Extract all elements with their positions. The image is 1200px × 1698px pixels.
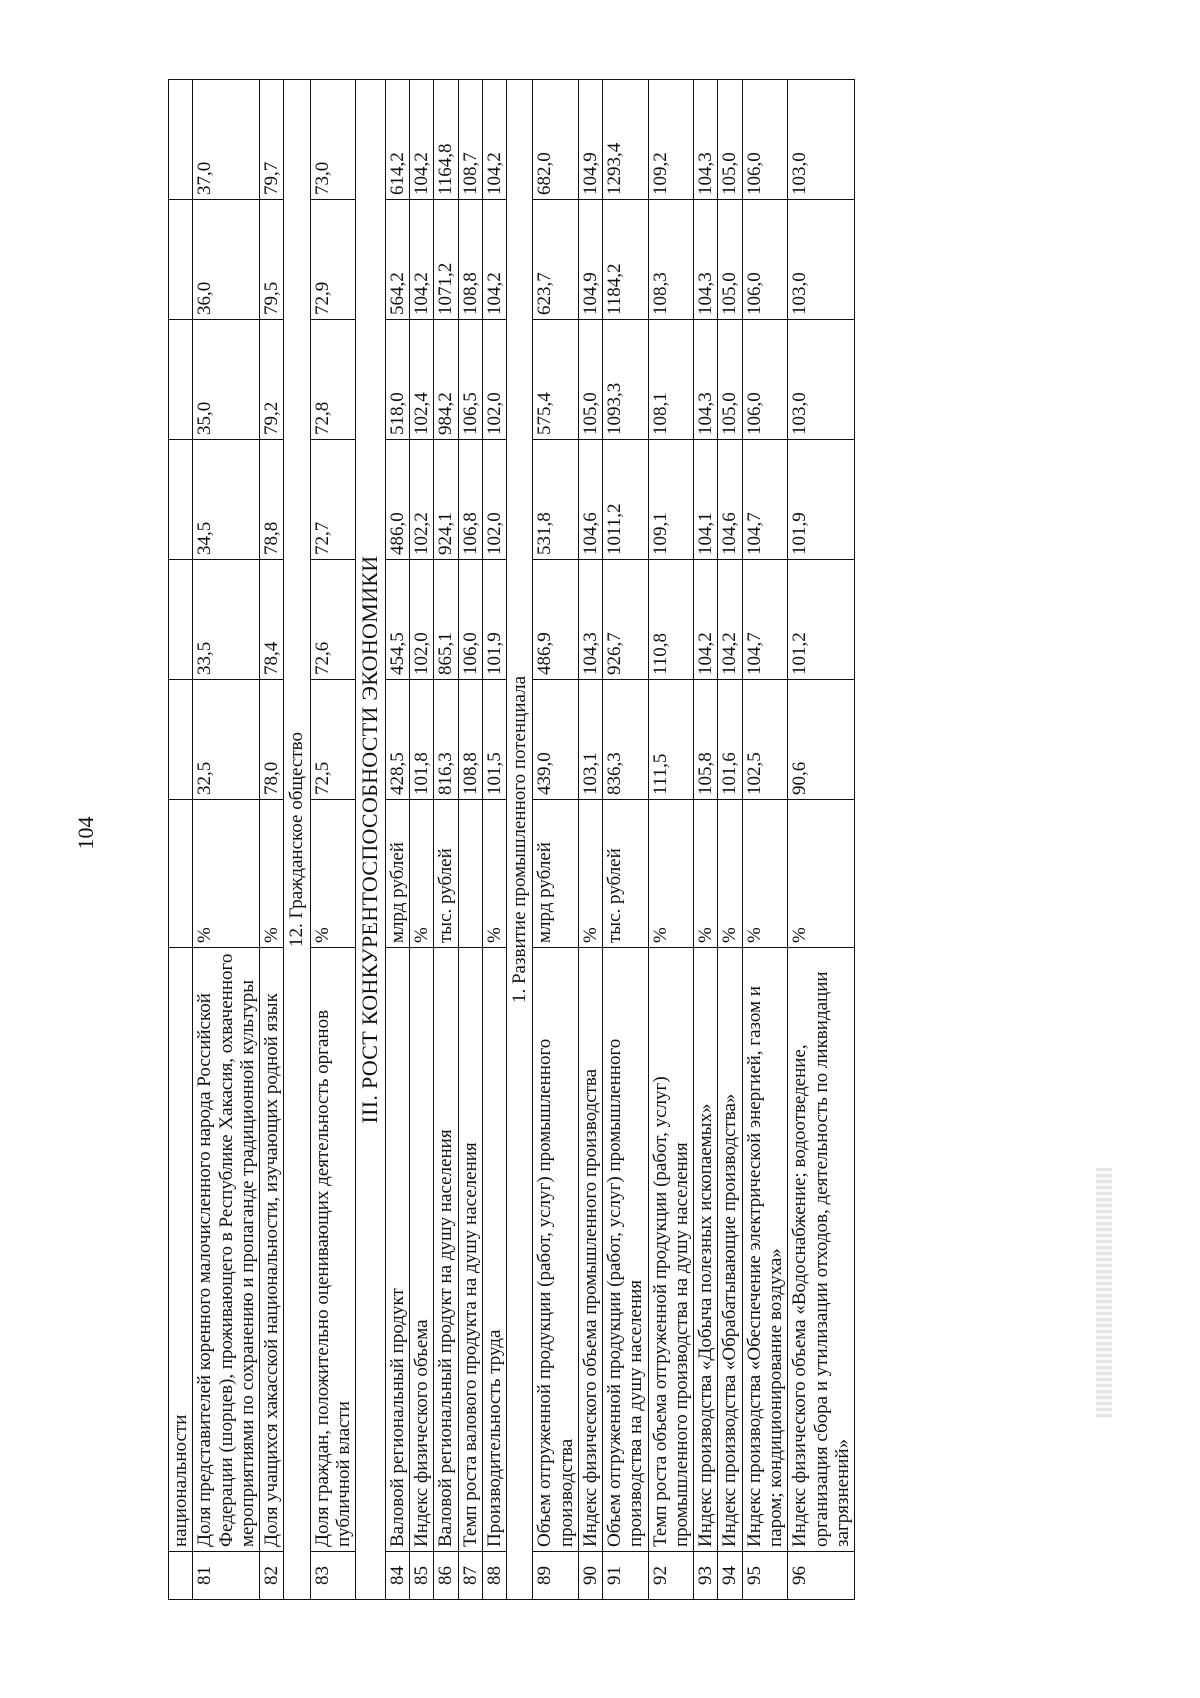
value-cell: 682,0 — [533, 80, 579, 200]
value-cell: 104,7 — [742, 440, 788, 560]
unit-of-measure: тыс. рублей — [603, 800, 649, 948]
value-cell: 34,5 — [193, 440, 260, 560]
value-cell: 101,2 — [788, 560, 855, 680]
value-cell: 79,5 — [260, 200, 284, 320]
value-cell: 109,2 — [648, 80, 694, 200]
table-row — [260, 80, 284, 1600]
value-cell: 101,8 — [410, 680, 434, 800]
value-cell: 428,5 — [385, 680, 409, 800]
table-row — [788, 80, 855, 1600]
unit-of-measure: % — [410, 800, 434, 948]
value-cell: 73,0 — [310, 80, 356, 200]
table-row — [533, 80, 579, 1600]
indicator-name: Валовой региональный продукт на душу населения — [434, 948, 458, 1552]
row-number: 90 — [578, 1552, 602, 1600]
table-row — [434, 80, 458, 1600]
row-number: 83 — [310, 1552, 356, 1600]
row-number: 93 — [694, 1552, 718, 1600]
value-cell: 865,1 — [434, 560, 458, 680]
value-cell: 101,9 — [788, 440, 855, 560]
value-cell: 104,6 — [578, 440, 602, 560]
value-cell: 104,6 — [718, 440, 742, 560]
value-cell: 35,0 — [193, 320, 260, 440]
value-cell: 105,0 — [718, 200, 742, 320]
value-cell: 106,8 — [458, 440, 482, 560]
table-row — [603, 80, 649, 1600]
value-cell: 104,7 — [742, 560, 788, 680]
indicator-name: Доля граждан, положительно оценивающих деятельность органов публичной власти — [310, 948, 356, 1552]
value-cell: 106,0 — [742, 80, 788, 200]
value-cell: 531,8 — [533, 440, 579, 560]
indicator-name: Индекс физического объема — [410, 948, 434, 1552]
table-row — [742, 80, 788, 1600]
value-cell: 111,5 — [648, 680, 694, 800]
value-cell: 1011,2 — [603, 440, 649, 560]
row-number: 96 — [788, 1552, 855, 1600]
value-cell: 32,5 — [193, 680, 260, 800]
value-cell: 1164,8 — [434, 80, 458, 200]
value-cell: 103,1 — [578, 680, 602, 800]
value-cell: 90,6 — [788, 680, 855, 800]
value-cell: 486,9 — [533, 560, 579, 680]
value-cell — [169, 560, 193, 680]
value-cell: 105,8 — [694, 680, 718, 800]
value-cell — [169, 680, 193, 800]
unit-of-measure: млрд рублей — [533, 800, 579, 948]
value-cell: 106,0 — [742, 200, 788, 320]
value-cell: 104,3 — [578, 560, 602, 680]
indicator-name: Индекс производства «Добыча полезных ископаемых» — [694, 948, 718, 1552]
value-cell: 106,5 — [458, 320, 482, 440]
value-cell: 623,7 — [533, 200, 579, 320]
value-cell: 105,0 — [718, 80, 742, 200]
value-cell: 1093,3 — [603, 320, 649, 440]
table-row — [410, 80, 434, 1600]
value-cell — [169, 440, 193, 560]
section-heading-row — [356, 80, 386, 1600]
value-cell: 104,2 — [482, 80, 506, 200]
indicator-name: Доля учащихся хакасской национальности, изучающих родной язык — [260, 948, 284, 1552]
section-heading: III. РОСТ КОНКУРЕНТОСПОСОБНОСТИ ЭКОНОМИКИ — [356, 80, 386, 1600]
section-heading-row — [507, 80, 533, 1600]
value-cell: 108,8 — [458, 200, 482, 320]
indicator-name: Индекс физического объема «Водоснабжение; водоотведение, организация сбора и утилизации отходов, деятельность по ликвидации загрязнений» — [788, 948, 855, 1552]
indicator-name: Доля представителей коренного малочисленного народа Российской Федерации (шорцев), проживающего в Республике Хакасия, охваченного мероприятиями по сохранению и пропаганде традиционной культуры — [193, 948, 260, 1552]
indicator-name: Производительность труда — [482, 948, 506, 1552]
value-cell: 72,5 — [310, 680, 356, 800]
value-cell: 37,0 — [193, 80, 260, 200]
table-row — [718, 80, 742, 1600]
unit-of-measure — [169, 800, 193, 948]
value-cell: 72,9 — [310, 200, 356, 320]
scan-stamp-mark — [1096, 1168, 1112, 1418]
value-cell: 106,0 — [458, 560, 482, 680]
indicator-name: Темп роста объема отгруженной продукции (работ, услуг) промышленного производства на душу населения — [648, 948, 694, 1552]
value-cell: 33,5 — [193, 560, 260, 680]
value-cell: 439,0 — [533, 680, 579, 800]
value-cell: 1071,2 — [434, 200, 458, 320]
unit-of-measure: % — [694, 800, 718, 948]
unit-of-measure: % — [742, 800, 788, 948]
value-cell: 104,2 — [410, 200, 434, 320]
value-cell: 102,2 — [410, 440, 434, 560]
value-cell: 102,0 — [482, 320, 506, 440]
value-cell: 103,0 — [788, 200, 855, 320]
value-cell: 79,2 — [260, 320, 284, 440]
value-cell: 486,0 — [385, 440, 409, 560]
value-cell: 104,2 — [482, 200, 506, 320]
page-number: 104 — [73, 816, 98, 850]
value-cell: 564,2 — [385, 200, 409, 320]
unit-of-measure: % — [578, 800, 602, 948]
value-cell: 105,0 — [578, 320, 602, 440]
value-cell — [169, 80, 193, 200]
row-number: 86 — [434, 1552, 458, 1600]
value-cell: 816,3 — [434, 680, 458, 800]
row-number: 92 — [648, 1552, 694, 1600]
unit-of-measure: % — [718, 800, 742, 948]
unit-of-measure: % — [310, 800, 356, 948]
value-cell: 926,7 — [603, 560, 649, 680]
indicator-name: Темп роста валового продукта на душу населения — [458, 948, 482, 1552]
value-cell: 79,7 — [260, 80, 284, 200]
row-number: 95 — [742, 1552, 788, 1600]
table-row — [385, 80, 409, 1600]
value-cell: 72,6 — [310, 560, 356, 680]
table-row — [169, 80, 193, 1600]
value-cell: 101,9 — [482, 560, 506, 680]
row-number: 81 — [193, 1552, 260, 1600]
row-number: 89 — [533, 1552, 579, 1600]
indicator-name: Индекс производства «Обеспечение электрической энергией, газом и паром; кондиционирование воздуха» — [742, 948, 788, 1552]
section-heading: 12. Гражданское общество — [284, 80, 310, 1600]
value-cell: 102,0 — [410, 560, 434, 680]
value-cell — [169, 200, 193, 320]
value-cell: 101,5 — [482, 680, 506, 800]
value-cell: 78,4 — [260, 560, 284, 680]
value-cell: 110,8 — [648, 560, 694, 680]
row-number: 87 — [458, 1552, 482, 1600]
value-cell: 108,1 — [648, 320, 694, 440]
value-cell: 104,2 — [718, 560, 742, 680]
row-number: 82 — [260, 1552, 284, 1600]
value-cell: 72,8 — [310, 320, 356, 440]
value-cell: 104,2 — [694, 560, 718, 680]
row-number: 84 — [385, 1552, 409, 1600]
row-number: 91 — [603, 1552, 649, 1600]
indicators-table — [168, 79, 855, 1600]
row-number: 88 — [482, 1552, 506, 1600]
indicator-name: Индекс производства «Обрабатывающие производства» — [718, 948, 742, 1552]
indicator-name: национальности — [169, 948, 193, 1552]
table-row — [694, 80, 718, 1600]
value-cell: 1293,4 — [603, 80, 649, 200]
value-cell: 108,7 — [458, 80, 482, 200]
value-cell: 36,0 — [193, 200, 260, 320]
value-cell: 984,2 — [434, 320, 458, 440]
value-cell: 72,7 — [310, 440, 356, 560]
indicator-name: Объем отгруженной продукции (работ, услуг) промышленного производства — [533, 948, 579, 1552]
unit-of-measure: % — [193, 800, 260, 948]
value-cell: 104,3 — [694, 320, 718, 440]
row-number: 94 — [718, 1552, 742, 1600]
unit-of-measure: % — [260, 800, 284, 948]
value-cell: 106,0 — [742, 320, 788, 440]
value-cell: 78,0 — [260, 680, 284, 800]
value-cell: 454,5 — [385, 560, 409, 680]
value-cell: 104,3 — [694, 80, 718, 200]
value-cell: 105,0 — [718, 320, 742, 440]
row-number — [169, 1552, 193, 1600]
value-cell: 102,5 — [742, 680, 788, 800]
value-cell: 102,0 — [482, 440, 506, 560]
value-cell: 836,3 — [603, 680, 649, 800]
unit-of-measure: тыс. рублей — [434, 800, 458, 948]
value-cell: 575,4 — [533, 320, 579, 440]
value-cell: 614,2 — [385, 80, 409, 200]
table-row — [458, 80, 482, 1600]
value-cell: 78,8 — [260, 440, 284, 560]
rotated-table-container — [168, 80, 1098, 1600]
unit-of-measure: % — [482, 800, 506, 948]
value-cell — [169, 320, 193, 440]
value-cell: 1184,2 — [603, 200, 649, 320]
section-heading-row — [284, 80, 310, 1600]
table-row — [193, 80, 260, 1600]
unit-of-measure: млрд рублей — [385, 800, 409, 948]
table-body — [169, 80, 855, 1600]
indicator-name: Валовой региональный продукт — [385, 948, 409, 1552]
value-cell: 104,3 — [694, 200, 718, 320]
value-cell: 104,9 — [578, 80, 602, 200]
value-cell: 104,9 — [578, 200, 602, 320]
value-cell: 101,6 — [718, 680, 742, 800]
row-number: 85 — [410, 1552, 434, 1600]
value-cell: 103,0 — [788, 320, 855, 440]
value-cell: 924,1 — [434, 440, 458, 560]
indicator-name: Индекс физического объема промышленного производства — [578, 948, 602, 1552]
table-row — [310, 80, 356, 1600]
indicator-name: Объем отгруженной продукции (работ, услуг) промышленного производства на душу населения — [603, 948, 649, 1552]
table-row — [482, 80, 506, 1600]
table-row — [578, 80, 602, 1600]
value-cell: 108,3 — [648, 200, 694, 320]
table-row — [648, 80, 694, 1600]
value-cell: 104,1 — [694, 440, 718, 560]
value-cell: 104,2 — [410, 80, 434, 200]
unit-of-measure: % — [788, 800, 855, 948]
value-cell: 109,1 — [648, 440, 694, 560]
value-cell: 102,4 — [410, 320, 434, 440]
unit-of-measure — [458, 800, 482, 948]
value-cell: 108,8 — [458, 680, 482, 800]
value-cell: 518,0 — [385, 320, 409, 440]
unit-of-measure: % — [648, 800, 694, 948]
value-cell: 103,0 — [788, 80, 855, 200]
section-heading: 1. Развитие промышленного потенциала — [507, 80, 533, 1600]
